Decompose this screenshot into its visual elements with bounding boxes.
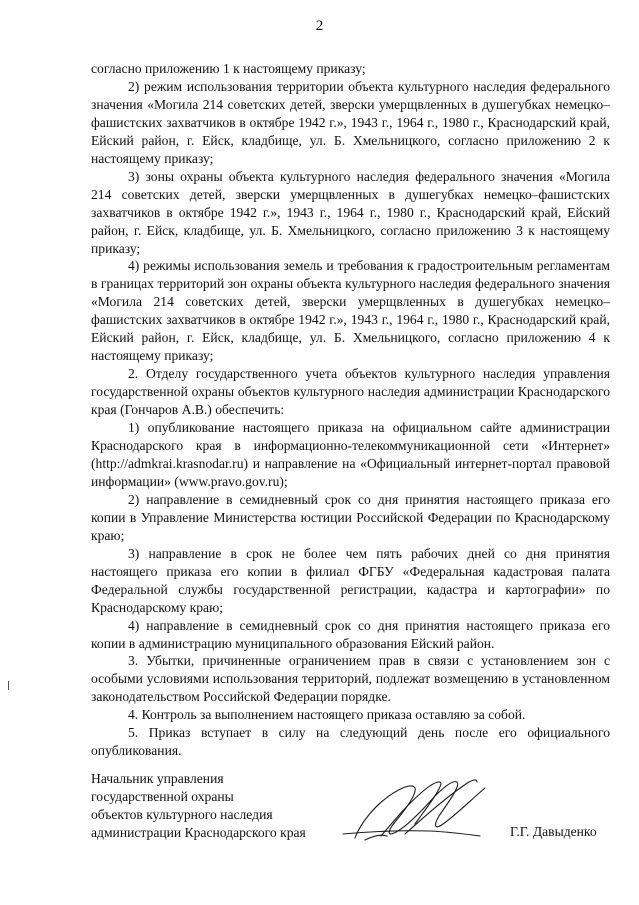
paragraph-continuation: согласно приложению 1 к настоящему приказу;	[91, 61, 366, 76]
paragraph-item-3-zones: 3) зоны охраны объекта культурного наследия федерального значения «Могила 214 советских детей, зверски умерщвленных в душегубках немецко–фашистских захватчиков в октябре 1942 г.», 1943 г., 1964 г., 1980 г., Краснодарский край, Ейский район, г. Ейск, кладбище, ул. Б. Хмельницкого, согласно приложению 3 к настоящему приказу;	[91, 168, 610, 256]
paragraph-section-5: 5. Приказ вступает в силу на следующий день после его официального опубликования.	[91, 725, 610, 759]
paragraph-section-2-item-4: 4) направление в семидневный срок со дня принятия настоящего приказа его копии в администрацию муниципального образования Ейский район.	[91, 617, 610, 651]
handwritten-signature	[335, 774, 500, 846]
paragraph-item-2-regime: 2) режим использования территории объекта культурного наследия федерального значения «Могила 214 советских детей, зверски умерщвленных в душегубках немецко–фашистских захватчиков в октябре 1942 г.», 1943 г., 1964 г., 1980 г., Краснодарский край, Ейский район, г. Ейск, кладбище, ул. Б. Хмельницкого, согласно приложению 2 к настоящему приказу;	[91, 78, 610, 166]
page-number: 2	[315, 18, 324, 34]
paragraph-section-2: 2. Отделу государственного учета объектов культурного наследия управления государственной охраны объектов культурного наследия администрации Краснодарского края (Гончаров А.В.) обеспечить:	[91, 366, 610, 418]
document-body	[91, 60, 610, 760]
signer-position-line: Начальник управления	[91, 771, 224, 786]
margin-scan-mark	[8, 681, 9, 690]
signer-position-line: объектов культурного наследия	[91, 807, 273, 822]
signer-name: Г.Г. Давыденко	[510, 824, 597, 839]
signer-position-line: администрации Краснодарского края	[91, 825, 306, 840]
paragraph-section-2-item-1: 1) опубликование настоящего приказа на официальном сайте администрации Краснодарского края в информационно-телекоммуникационной сети «Интернет» (http://admkrai.krasnodar.ru) и направление на «Официальный интернет-портал правовой информации» (www.pravo.gov.ru);	[91, 420, 610, 489]
paragraph-item-4-land-use: 4) режимы использования земель и требования к градостроительным регламентам в границах территорий зон охраны объекта культурного наследия федерального значения «Могила 214 советских детей, зверски умерщвленных в душегубках немецко–фашистских захватчиков в октябре 1942 г.», 1943 г., 1964 г., 1980 г., Краснодарский край, Ейский район, г. Ейск, кладбище, ул. Б. Хмельницкого, согласно приложению 4 к настоящему приказу;	[91, 258, 610, 364]
paragraph-section-2-item-3: 3) направление в срок не более чем пять рабочих дней со дня принятия настоящего приказа его копии в филиал ФГБУ «Федеральная кадастровая палата Федеральной службы государственной регистрации, кадастра и картографии» по Краснодарскому краю;	[91, 545, 610, 615]
signer-position-line: государственной охраны	[91, 789, 234, 804]
signer-position-block	[91, 770, 306, 842]
paragraph-section-3: 3. Убытки, причиненные ограничением прав в связи с установлением зон с особыми условиями использования территорий, подлежат возмещению в установленном законодательством Российской Федерации порядке.	[91, 653, 610, 705]
paragraph-section-4: 4. Контроль за выполнением настоящего приказа оставляю за собой.	[128, 707, 526, 723]
paragraph-section-2-item-2: 2) направление в семидневный срок со дня принятия настоящего приказа его копии в Управление Министерства юстиции Российской Федерации по Краснодарскому краю;	[91, 491, 610, 543]
